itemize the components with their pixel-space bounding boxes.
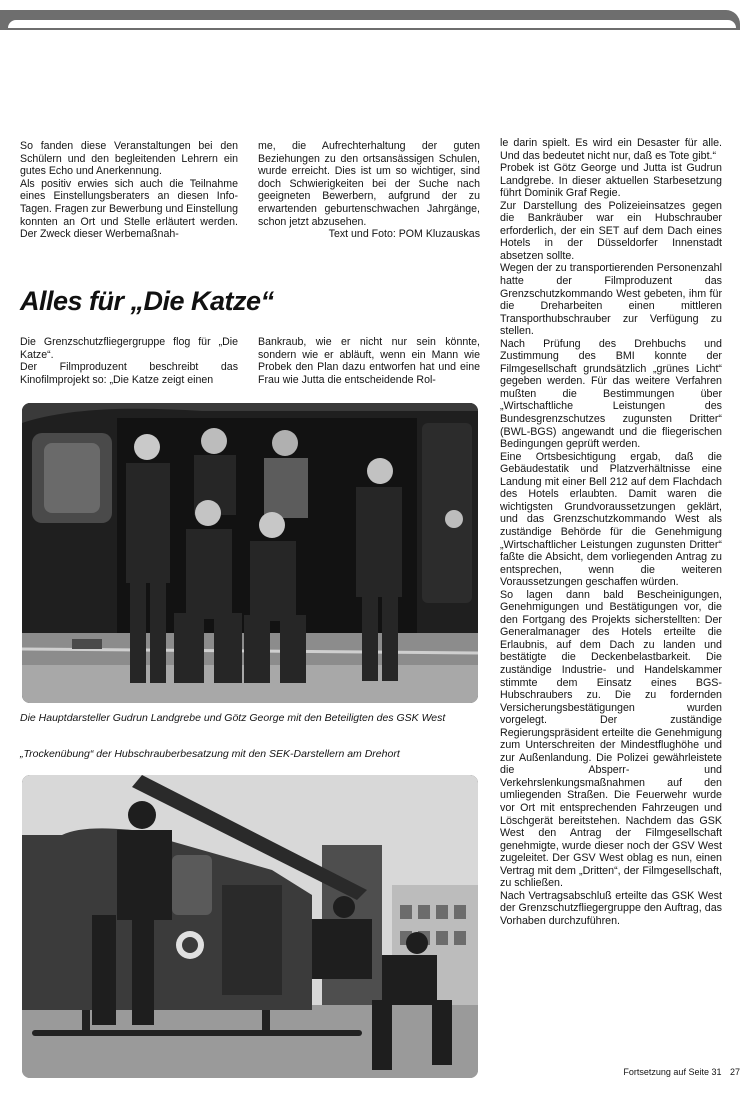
photo-cast-and-crew-image xyxy=(22,403,478,703)
page-number: 27 xyxy=(729,1067,740,1077)
paragraph: Bankraub, wie er nicht nur sein könnte, sondern wie er abläuft, wenn ein Mann wie Probek den Plan dazu entworfen hat und eine Frau wie Jutta die entscheidende Rol- xyxy=(258,336,480,386)
continuation-note: Fortsetzung auf Seite 31 xyxy=(623,1067,722,1077)
photo-cast-and-crew xyxy=(22,403,478,703)
paragraph: Nach Vertragsabschluß erteilte das GSK West der Grenzschutzfliegergruppe den Auftrag, das Vorhaben durchzuführen. xyxy=(500,889,722,927)
top-column-1 xyxy=(20,140,238,241)
paragraph: Die Grenzschutzfliegergruppe flog für „Die Katze“. xyxy=(20,336,238,361)
article-column-1 xyxy=(20,336,238,386)
paragraph: So lagen dann bald Bescheinigungen, Genehmigungen und Bestätigungen vor, die den Fortgang des Projekts sicherstellten: Der Generalmanager des Hotels erteilte die Erlaubnis, auf dem Dach zu landen und bestätigte die Deckenbelastbarkeit. Die zuständige Industrie- und Handelskammer stimmte dem Einsatz eines BGS-Hubschraubers zu. Die zu fordernden Versicherungsbestätigungen wurden vorgelegt. Der zuständige Regierungspräsident erteilte die Genehmigung zum Unterschreiten der Mindestflughöhe und zur Außenlandung. Die Polizei gewährleistete die Absperr- und Verkehrslenkungsmaßnahmen auf den umliegenden Straßen. Die Feuerwehr wurde vor Ort mit entsprechenden Fahrzeugen und Löschgerät bereitstehen. Nachdem das GSK West den Antrag der Filmgesellschaft genehmigte, wurde dieser noch der GSV West zugeleitet. Der GSV West oblag es nun, einen Vertrag mit dem „Dritten“, der Filmgesellschaft, zu schließen. xyxy=(500,588,722,890)
paragraph: le darin spielt. Es wird ein Desaster für alle. Und das bedeutet nicht nur, daß es Tote gibt.“ xyxy=(500,137,722,162)
paragraph: Nach Prüfung des Drehbuchs und Zustimmung des BMI konnte der Filmgesellschaft grundsätzlich „grünes Licht“ gegeben werden. Für das weitere Verfahren mußten die Bestimmungen über „Wirtschaftliche Leistungen des Bundesgrenzschutzes zugunsten Dritter“ (BWL-BGS) angewandt und die fliegerischen Bedingungen geprüft werden. xyxy=(500,337,722,451)
paragraph: Der Filmproduzent beschreibt das Kinofilmprojekt so: „Die Katze zeigt einen xyxy=(20,361,238,386)
top-column-2 xyxy=(258,140,480,241)
paragraph: Eine Ortsbesichtigung ergab, daß die Gebäudestatik und Platzverhältnisse eine Landung mit einer Bell 212 auf dem Flachdach des Hotels erlaubten. Damit waren die wichtigsten Grundvoraussetzungen geklärt, und das Grenzschutzkommando West als zuständige Behörde für die Genehmigung „Wirtschaftlicher Leistungen zugunsten Dritter“ faßte die Absicht, dem vorliegenden Antrag zu entsprechen, wenn die weiteren Voraussetzungen geschaffen würden. xyxy=(500,450,722,589)
paragraph: So fanden diese Veranstaltungen bei den Schülern und den begleitenden Lehrern ein gutes Echo und Anerkennung. xyxy=(20,140,238,178)
paragraph: Zur Darstellung des Polizeieinsatzes gegen die Bankräuber war ein Hubschrauber erforderlich, der ein SET auf dem Dach eines Hotels in der Düsseldorfer Innenstadt absetzen sollte. xyxy=(500,199,722,262)
photo-caption-1: Die Hauptdarsteller Gudrun Landgrebe und Götz George mit den Beteiligten des GSK West xyxy=(20,712,446,724)
page-footer xyxy=(560,1067,740,1077)
photo-rehearsal xyxy=(22,775,478,1078)
paragraph: Wegen der zu transportierenden Personenzahl hatte der Filmproduzent das Grenzschutzkommando West gebeten, ihm für die Dreharbeiten einen mittleren Transporthubschrauber zur Verfügung zu stellen. xyxy=(500,262,722,338)
paragraph: Probek ist Götz George und Jutta ist Gudrun Landgrebe. In dieser aktuellen Starbesetzung führt Dominik Graf Regie. xyxy=(500,162,722,200)
photo-rehearsal-image xyxy=(22,775,478,1078)
photo-caption-2: „Trockenübung“ der Hubschrauberbesatzung mit den SEK-Darstellern am Drehort xyxy=(20,748,400,760)
author-credit: Text und Foto: POM Kluzauskas xyxy=(328,228,480,241)
paragraph: me, die Aufrechterhaltung der guten Beziehungen zu den ortsansässigen Schulen, wurde erreicht. Dies ist um so wichtiger, sind doch Schwierigkeiten bei der Suche nach geeigneten Bewerbern, aufgrund der zu erwartenden geburtenschwachen Jahrgänge, schon jetzt abzusehen. xyxy=(258,140,480,228)
article-column-2 xyxy=(258,336,480,386)
article-column-right xyxy=(500,137,722,927)
article-headline: Alles für „Die Katze“ xyxy=(20,286,274,316)
paragraph: Als positiv erwies sich auch die Teilnahme eines Einstellungsberaters an diesen Info-Tagen. Fragen zur Bewerbung und Einstellung konnten an Ort und Stelle erläutert werden. Der Zweck dieser Werbemaßnah- xyxy=(20,177,238,241)
page-header-inner xyxy=(8,20,736,28)
